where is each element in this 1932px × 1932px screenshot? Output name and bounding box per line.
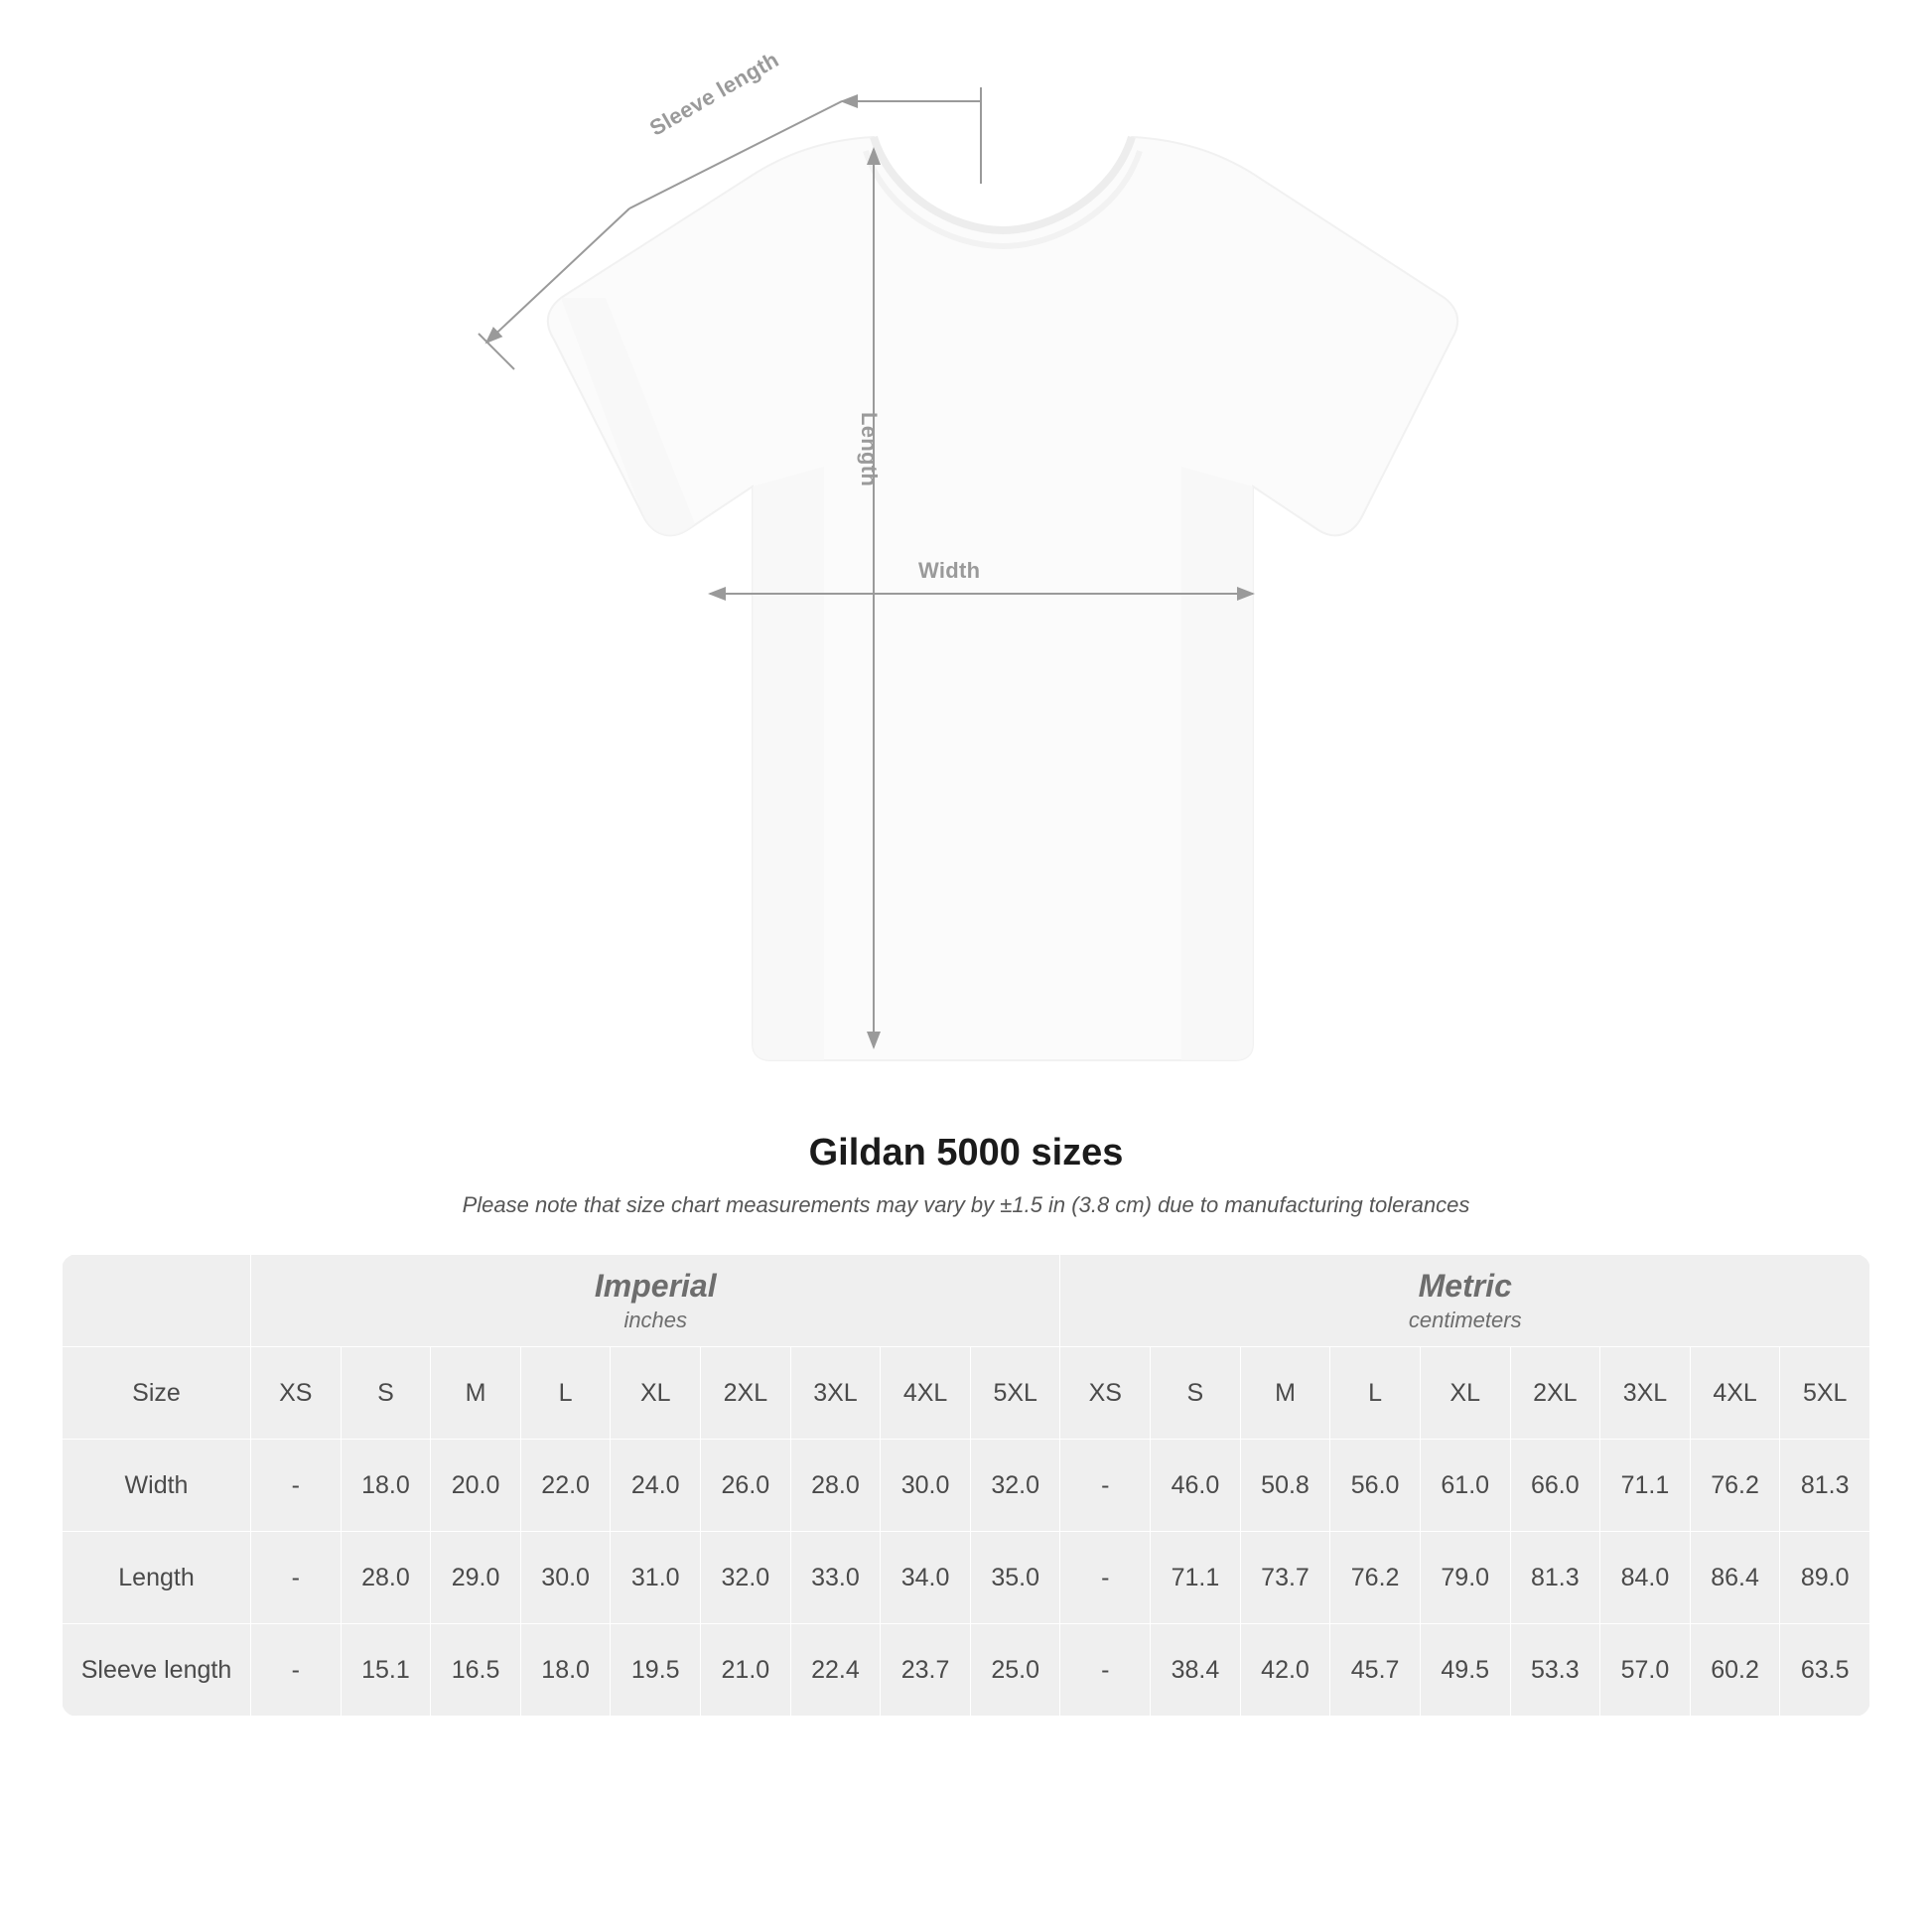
unit-group-metric <box>1060 1255 1870 1347</box>
measurement-cell: 21.0 <box>701 1624 791 1717</box>
size-column-header: S <box>1151 1347 1241 1440</box>
size-column-header: 2XL <box>1510 1347 1600 1440</box>
unit-group-sub: inches <box>623 1307 688 1332</box>
tshirt-shape <box>548 137 1457 1060</box>
size-column-header: L <box>1330 1347 1421 1440</box>
unit-group-name: Imperial <box>594 1267 717 1304</box>
measurement-cell: 76.2 <box>1690 1440 1780 1532</box>
measurement-cell: 81.3 <box>1510 1532 1600 1624</box>
measurement-cell: 45.7 <box>1330 1624 1421 1717</box>
size-column-header: S <box>341 1347 431 1440</box>
measurement-cell: 42.0 <box>1240 1624 1330 1717</box>
measurement-cell: 57.0 <box>1600 1624 1691 1717</box>
measurement-cell: - <box>251 1440 342 1532</box>
measurement-cell: 61.0 <box>1420 1440 1510 1532</box>
size-chart-table <box>62 1254 1870 1717</box>
measurement-cell: 35.0 <box>970 1532 1060 1624</box>
table-corner-cell <box>63 1255 251 1347</box>
size-column-header: 5XL <box>970 1347 1060 1440</box>
measurement-cell: 30.0 <box>520 1532 611 1624</box>
size-column-header: XL <box>611 1347 701 1440</box>
size-header-label: Size <box>63 1347 251 1440</box>
measurement-cell: 46.0 <box>1151 1440 1241 1532</box>
size-column-header: M <box>1240 1347 1330 1440</box>
measurement-cell: 60.2 <box>1690 1624 1780 1717</box>
size-column-header: 5XL <box>1780 1347 1870 1440</box>
measurement-cell: 16.5 <box>431 1624 521 1717</box>
measurement-cell: 23.7 <box>881 1624 971 1717</box>
measurement-cell: 20.0 <box>431 1440 521 1532</box>
measurement-cell: 18.0 <box>520 1624 611 1717</box>
measurement-cell: 89.0 <box>1780 1532 1870 1624</box>
row-label: Length <box>63 1532 251 1624</box>
size-column-header: 3XL <box>1600 1347 1691 1440</box>
measurement-cell: - <box>1060 1440 1151 1532</box>
size-column-header: 4XL <box>881 1347 971 1440</box>
size-column-header: L <box>520 1347 611 1440</box>
measurement-cell: 71.1 <box>1151 1532 1241 1624</box>
measurement-cell: 30.0 <box>881 1440 971 1532</box>
measurement-cell: 81.3 <box>1780 1440 1870 1532</box>
measurement-cell: 15.1 <box>341 1624 431 1717</box>
size-column-header: 2XL <box>701 1347 791 1440</box>
size-column-header: XS <box>251 1347 342 1440</box>
measurement-note: Please note that size chart measurements may vary by ±1.5 in (3.8 cm) due to manufacturing tolerances <box>462 1192 1470 1217</box>
measurement-cell: 22.0 <box>520 1440 611 1532</box>
measurement-cell: 66.0 <box>1510 1440 1600 1532</box>
measurement-cell: 31.0 <box>611 1532 701 1624</box>
measurement-cell: 84.0 <box>1600 1532 1691 1624</box>
measurement-cell: - <box>251 1624 342 1717</box>
width-label: Width <box>918 558 981 583</box>
unit-group-header-row <box>63 1255 1870 1347</box>
measurement-cell: - <box>1060 1624 1151 1717</box>
measurement-cell: 86.4 <box>1690 1532 1780 1624</box>
measurement-cell: 28.0 <box>790 1440 881 1532</box>
size-column-header: XS <box>1060 1347 1151 1440</box>
size-column-header: XL <box>1420 1347 1510 1440</box>
page-title: Gildan 5000 sizes <box>808 1132 1124 1173</box>
length-label: Length <box>857 412 882 487</box>
sleeve-length-label: Sleeve length <box>645 47 783 141</box>
unit-group-sub: centimeters <box>1408 1307 1522 1332</box>
measurement-cell: 26.0 <box>701 1440 791 1532</box>
table-row <box>63 1532 1870 1624</box>
measurement-cell: 28.0 <box>341 1532 431 1624</box>
table-row <box>63 1440 1870 1532</box>
size-header-row <box>63 1347 1870 1440</box>
measurement-cell: 25.0 <box>970 1624 1060 1717</box>
measurement-cell: 22.4 <box>790 1624 881 1717</box>
measurement-cell: 32.0 <box>970 1440 1060 1532</box>
measurement-cell: 53.3 <box>1510 1624 1600 1717</box>
unit-group-name: Metric <box>1418 1267 1512 1304</box>
table-row <box>63 1624 1870 1717</box>
measurement-cell: 29.0 <box>431 1532 521 1624</box>
measurement-cell: 32.0 <box>701 1532 791 1624</box>
size-column-header: 3XL <box>790 1347 881 1440</box>
unit-group-imperial <box>251 1255 1060 1347</box>
measurement-cell: - <box>251 1532 342 1624</box>
measurement-cell: 63.5 <box>1780 1624 1870 1717</box>
measurement-cell: 19.5 <box>611 1624 701 1717</box>
measurement-cell: 38.4 <box>1151 1624 1241 1717</box>
measurement-cell: - <box>1060 1532 1151 1624</box>
measurement-cell: 56.0 <box>1330 1440 1421 1532</box>
size-chart-table-wrap <box>62 1254 1870 1717</box>
measurement-cell: 50.8 <box>1240 1440 1330 1532</box>
row-label: Sleeve length <box>63 1624 251 1717</box>
measurement-cell: 34.0 <box>881 1532 971 1624</box>
measurement-cell: 33.0 <box>790 1532 881 1624</box>
chart-title-block <box>0 1132 1932 1218</box>
measurement-cell: 24.0 <box>611 1440 701 1532</box>
measurement-cell: 76.2 <box>1330 1532 1421 1624</box>
row-label: Width <box>63 1440 251 1532</box>
measurement-cell: 49.5 <box>1420 1624 1510 1717</box>
measurement-cell: 79.0 <box>1420 1532 1510 1624</box>
size-column-header: 4XL <box>1690 1347 1780 1440</box>
measurement-cell: 73.7 <box>1240 1532 1330 1624</box>
measurement-cell: 18.0 <box>341 1440 431 1532</box>
size-column-header: M <box>431 1347 521 1440</box>
measurement-cell: 71.1 <box>1600 1440 1691 1532</box>
